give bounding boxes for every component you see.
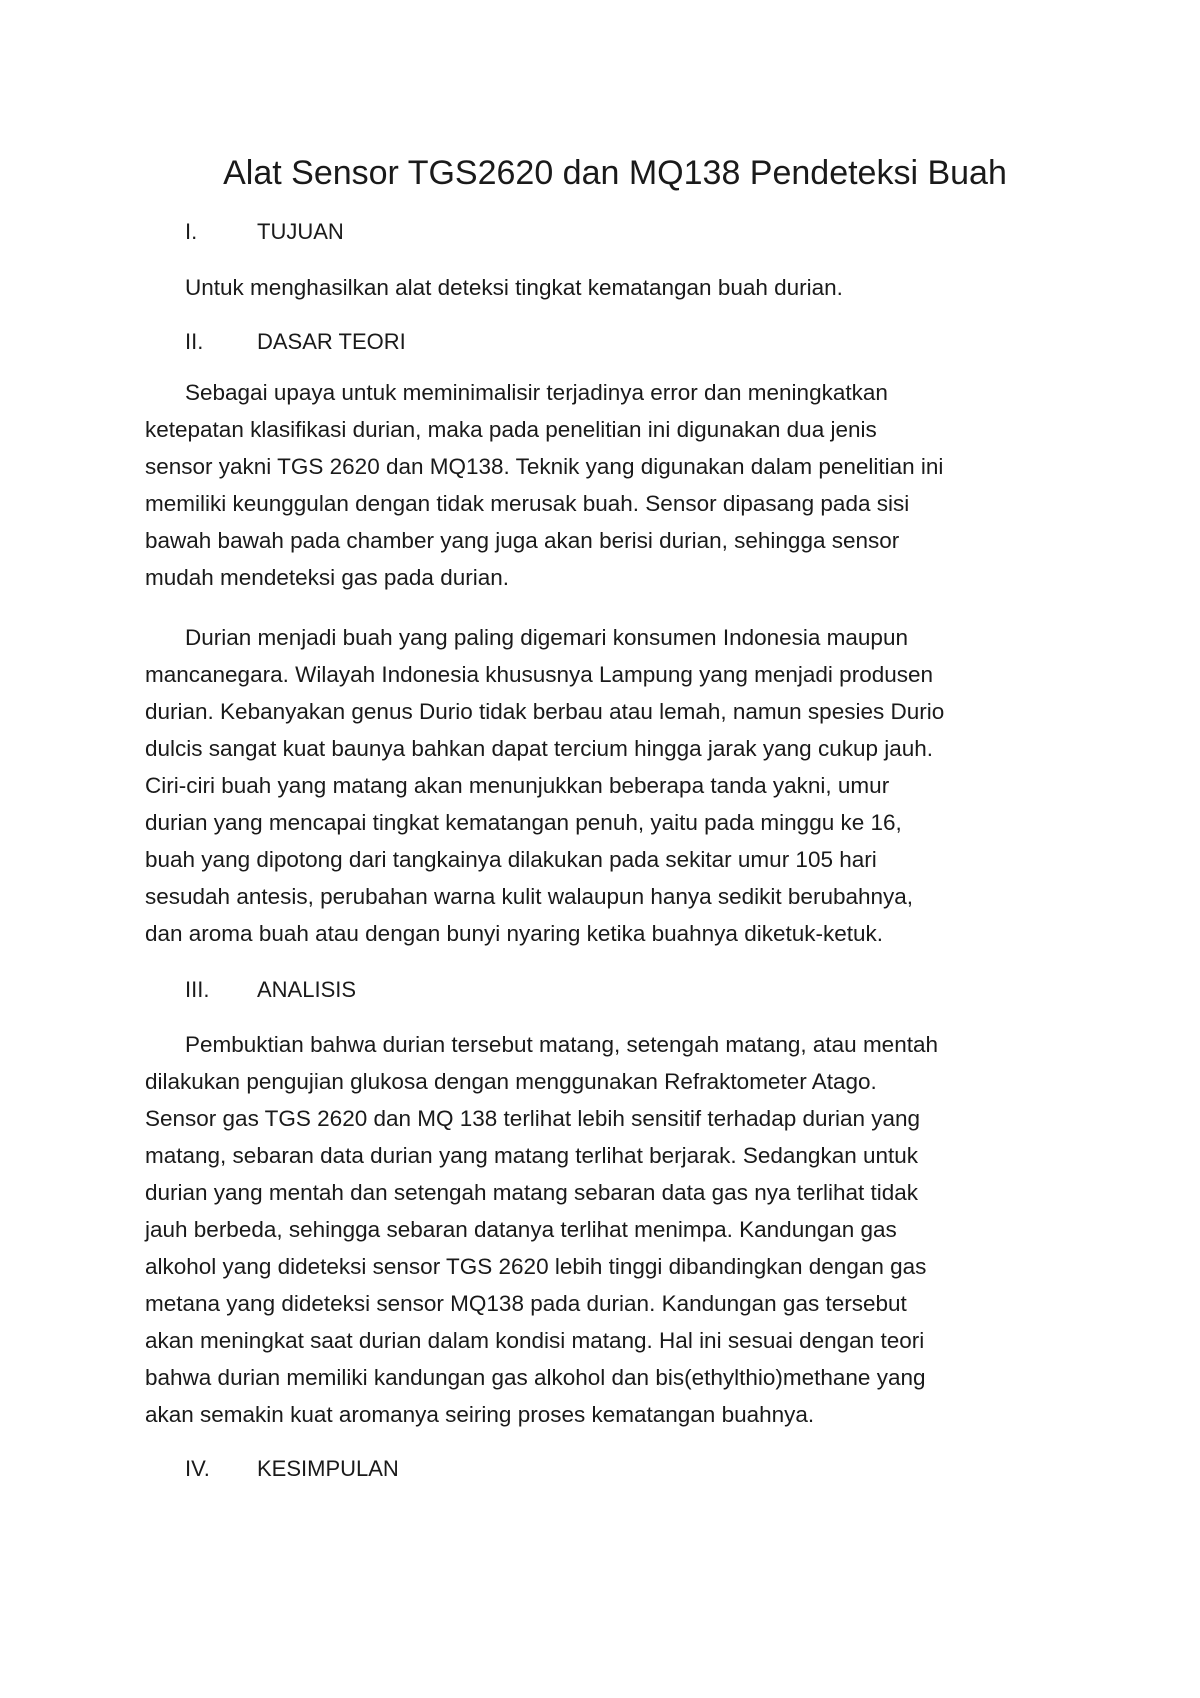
paragraph-line: memiliki keunggulan dengan tidak merusak buah. Sensor dipasang pada sisi — [145, 491, 910, 516]
paragraph-line: sesudah antesis, perubahan warna kulit walaupun hanya sedikit berubahnya, — [145, 884, 914, 909]
paragraph-line: dulcis sangat kuat baunya bahkan dapat tercium hingga jarak yang cukup jauh. — [145, 736, 934, 761]
paragraph-line: dan aroma buah atau dengan bunyi nyaring ketika buahnya diketuk-ketuk. — [145, 921, 884, 946]
section-heading-analisis — [185, 976, 356, 1004]
section-heading-dasar-teori — [185, 328, 406, 356]
paragraph-line: buah yang dipotong dari tangkainya dilakukan pada sekitar umur 105 hari — [145, 847, 877, 872]
paragraph-line: ketepatan klasifikasi durian, maka pada penelitian ini digunakan dua jenis — [145, 417, 877, 442]
paragraph-line: Sebagai upaya untuk meminimalisir terjadinya error dan meningkatkan — [185, 380, 888, 405]
section-title: DASAR TEORI — [257, 329, 406, 354]
paragraph-line: jauh berbeda, sehingga sebaran datanya terlihat menimpa. Kandungan gas — [145, 1217, 897, 1242]
paragraph-line: alkohol yang dideteksi sensor TGS 2620 lebih tinggi dibandingkan dengan gas — [145, 1254, 927, 1279]
paragraph-line: akan meningkat saat durian dalam kondisi matang. Hal ini sesuai dengan teori — [145, 1328, 925, 1353]
section-title: TUJUAN — [257, 219, 344, 244]
section-number: II. — [185, 329, 204, 354]
paragraph-line: akan semakin kuat aromanya seiring proses kematangan buahnya. — [145, 1402, 815, 1427]
paragraph-line: durian yang mencapai tingkat kematangan penuh, yaitu pada minggu ke 16, — [145, 810, 902, 835]
section-number: III. — [185, 977, 210, 1002]
paragraph-line: metana yang dideteksi sensor MQ138 pada durian. Kandungan gas tersebut — [145, 1291, 907, 1316]
paragraph-line: matang, sebaran data durian yang matang terlihat berjarak. Sedangkan untuk — [145, 1143, 919, 1168]
paragraph-line: mudah mendeteksi gas pada durian. — [145, 565, 509, 590]
paragraph-line: bahwa durian memiliki kandungan gas alkohol dan bis(ethylthio)methane yang — [145, 1365, 926, 1390]
section-title: ANALISIS — [257, 977, 357, 1002]
paragraph-line: sensor yakni TGS 2620 dan MQ138. Teknik yang digunakan dalam penelitian ini — [145, 454, 944, 479]
paragraph-line: dilakukan pengujian glukosa dengan menggunakan Refraktometer Atago. — [145, 1069, 877, 1094]
section-heading-kesimpulan — [185, 1455, 399, 1483]
section-number: I. — [185, 219, 198, 244]
dasar-teori-paragraph-1 — [145, 374, 1075, 596]
paragraph-line: Pembuktian bahwa durian tersebut matang, setengah matang, atau mentah — [185, 1032, 938, 1057]
tujuan-text: Untuk menghasilkan alat deteksi tingkat kematangan buah durian. — [185, 275, 843, 300]
section-title: KESIMPULAN — [257, 1456, 399, 1481]
section-number: IV. — [185, 1456, 210, 1481]
paragraph-line: durian yang mentah dan setengah matang sebaran data gas nya terlihat tidak — [145, 1180, 919, 1205]
paragraph-line: durian. Kebanyakan genus Durio tidak berbau atau lemah, namun spesies Durio — [145, 699, 945, 724]
document-title: Alat Sensor TGS2620 dan MQ138 Pendeteksi Buah — [223, 154, 1007, 192]
dasar-teori-paragraph-2 — [145, 619, 1075, 952]
paragraph-line: Sensor gas TGS 2620 dan MQ 138 terlihat lebih sensitif terhadap durian yang — [145, 1106, 921, 1131]
paragraph-line: mancanegara. Wilayah Indonesia khususnya Lampung yang menjadi produsen — [145, 662, 934, 687]
paragraph-line: bawah bawah pada chamber yang juga akan berisi durian, sehingga sensor — [145, 528, 900, 553]
section-heading-tujuan — [185, 218, 344, 246]
paragraph-line: Durian menjadi buah yang paling digemari konsumen Indonesia maupun — [185, 625, 908, 650]
paragraph-line: Ciri-ciri buah yang matang akan menunjukkan beberapa tanda yakni, umur — [145, 773, 890, 798]
analisis-paragraph-1 — [145, 1026, 1075, 1433]
